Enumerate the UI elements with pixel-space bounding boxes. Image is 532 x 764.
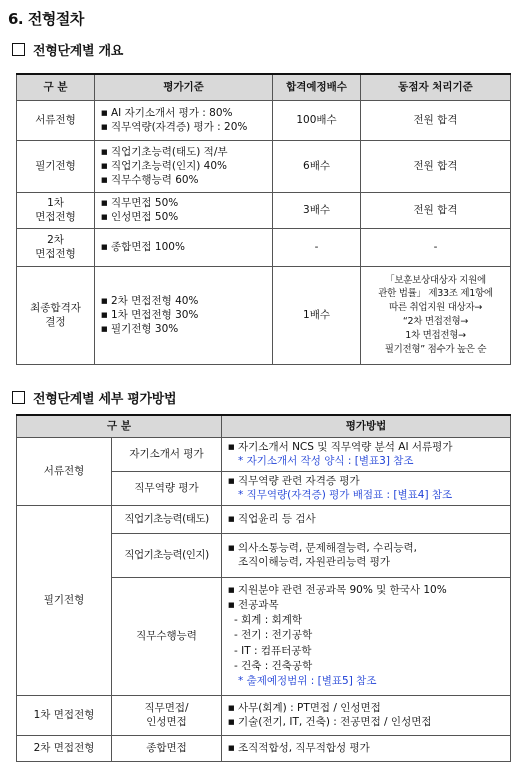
stage-cell: 서류전형 (17, 437, 112, 505)
sub-cell (112, 695, 222, 735)
list-item: ■ 종합면접 100% (101, 240, 272, 254)
header-criteria: 평가기준 (95, 74, 273, 100)
stage-line: 1차 (47, 196, 64, 209)
tie-cell: 전원 합격 (361, 140, 511, 192)
tie-cell: 전원 합격 (361, 100, 511, 140)
sub-list-item: - 전기 : 전기공학 (234, 629, 313, 642)
tie-line: “2차 면접전형→ (402, 316, 469, 327)
tie-line: 관한 법률」 제33조 제1항에 (378, 288, 493, 300)
sub-list-item: - 회계 : 회계학 (234, 614, 303, 627)
overview-header-row (17, 74, 511, 100)
stage-line: 최종합격자 (30, 301, 81, 314)
checkbox-square-icon (12, 391, 25, 404)
list-item: ■ 직무역량 관련 자격증 평가 (228, 474, 510, 488)
list-item: ■ 필기전형 30% (101, 322, 272, 336)
overview-table (16, 73, 511, 365)
table-row (17, 192, 511, 228)
list-continuation: 조직이해능력, 자원관리능력 평가 (238, 556, 391, 568)
table-row (17, 735, 511, 761)
note: * 출제예정범위 : [별표5] 참조 (238, 675, 377, 688)
detail-header-row (17, 415, 511, 437)
detail-title: 전형단계별 세부 평가방법 (33, 392, 177, 407)
overview-heading (12, 40, 123, 59)
detail-heading (12, 388, 176, 407)
method-cell (222, 695, 511, 735)
list-item: ■ 직무역량(자격증) 평가 : 20% (101, 120, 272, 134)
table-row (17, 695, 511, 735)
section-title: 6. 전형절차 (8, 10, 84, 28)
stage-line: 2차 (47, 233, 64, 246)
header-multiple: 합격예정배수 (273, 74, 361, 100)
list-item: ■ AI 자기소개서 평가 : 80% (101, 106, 272, 120)
criteria-cell (95, 228, 273, 266)
list-item: ■ 전공과목 (228, 598, 510, 613)
table-row (17, 100, 511, 140)
tie-line: 따른 취업지원 대상자→ (389, 302, 482, 314)
sub-cell: 직업기초능력(인지) (112, 533, 222, 577)
stage-line: 면접전형 (35, 211, 76, 223)
stage-line: 면접전형 (35, 248, 76, 260)
sub-cell: 직무역량 평가 (112, 471, 222, 505)
multiple-cell: 6배수 (273, 140, 361, 192)
stage-cell: 1차 면접전형 (17, 695, 112, 735)
table-row (17, 505, 511, 533)
multiple-cell: 100배수 (273, 100, 361, 140)
table-row (17, 228, 511, 266)
sub-line: 인성면접 (146, 716, 187, 728)
list-item: ■ 직업윤리 등 검사 (228, 512, 510, 526)
sub-cell: 종합면접 (112, 735, 222, 761)
multiple-cell: - (273, 228, 361, 266)
note: * 직무역량(자격증) 평가 배점표 : [별표4] 참조 (238, 489, 453, 501)
header-category: 구 분 (17, 74, 95, 100)
list-item: ■ 1차 면접전형 30% (101, 308, 272, 322)
sub-cell: 자기소개서 평가 (112, 437, 222, 471)
sub-cell: 직업기초능력(태도) (112, 505, 222, 533)
stage-cell: 2차 면접전형 (17, 735, 112, 761)
criteria-cell (95, 192, 273, 228)
multiple-cell: 1배수 (273, 266, 361, 364)
header-category: 구 분 (17, 415, 222, 437)
method-cell (222, 735, 511, 761)
detail-table (16, 414, 511, 762)
method-cell (222, 471, 511, 505)
stage-cell: 필기전형 (17, 140, 95, 192)
header-tie: 동점자 처리기준 (361, 74, 511, 100)
tie-line: 필기전형” 점수가 높은 순 (384, 343, 487, 355)
tie-line: 1차 면접전형→ (405, 329, 466, 341)
method-cell (222, 577, 511, 695)
list-item: ■ 2차 면접전형 40% (101, 294, 272, 308)
tie-cell: 전원 합격 (361, 192, 511, 228)
list-item: ■ 사무(회계) : PT면접 / 인성면접 (228, 701, 510, 715)
sub-cell: 직무수행능력 (112, 577, 222, 695)
tie-cell (361, 266, 511, 364)
checkbox-square-icon (12, 43, 25, 56)
stage-cell: 필기전형 (17, 505, 112, 695)
list-item: ■ 직업기초능력(인지) 40% (101, 159, 272, 173)
criteria-cell (95, 266, 273, 364)
list-item: ■ 직업기초능력(태도) 적/부 (101, 145, 272, 159)
list-item: ■ 지원분야 관련 전공과목 90% 및 한국사 10% (228, 583, 510, 598)
sub-list-item: - 건축 : 건축공학 (234, 659, 313, 672)
list-item: ■ 직무수행능력 60% (101, 173, 272, 187)
list-item: ■ 조직적합성, 직무적합성 평가 (228, 741, 510, 755)
multiple-cell: 3배수 (273, 192, 361, 228)
table-row (17, 266, 511, 364)
stage-cell: 서류전형 (17, 100, 95, 140)
criteria-cell (95, 140, 273, 192)
list-item: ■ 의사소통능력, 문제해결능력, 수리능력, (228, 541, 510, 555)
tie-cell: - (361, 228, 511, 266)
list-item: ■ 직무면접 50% (101, 196, 272, 210)
stage-cell (17, 266, 95, 364)
list-item: ■ 기술(전기, IT, 건축) : 전공면접 / 인성면접 (228, 715, 510, 729)
stage-cell (17, 228, 95, 266)
tie-line: 「보훈보상대상자 지원에 (385, 274, 486, 286)
header-method: 평가방법 (222, 415, 511, 437)
table-row (17, 140, 511, 192)
method-cell (222, 437, 511, 471)
sub-list-item: - IT : 컴퓨터공학 (234, 644, 312, 657)
method-cell (222, 505, 511, 533)
stage-line: 결정 (45, 316, 66, 328)
overview-title: 전형단계별 개요 (33, 44, 124, 59)
stage-cell (17, 192, 95, 228)
table-row (17, 437, 511, 471)
note: * 자기소개서 작성 양식 : [별표3] 참조 (238, 455, 414, 467)
method-cell (222, 533, 511, 577)
criteria-cell (95, 100, 273, 140)
list-item: ■ 인성면접 50% (101, 210, 272, 224)
sub-line: 직무면접/ (144, 701, 189, 714)
list-item: ■ 자기소개서 NCS 및 직무역량 분석 AI 서류평가 (228, 440, 510, 454)
